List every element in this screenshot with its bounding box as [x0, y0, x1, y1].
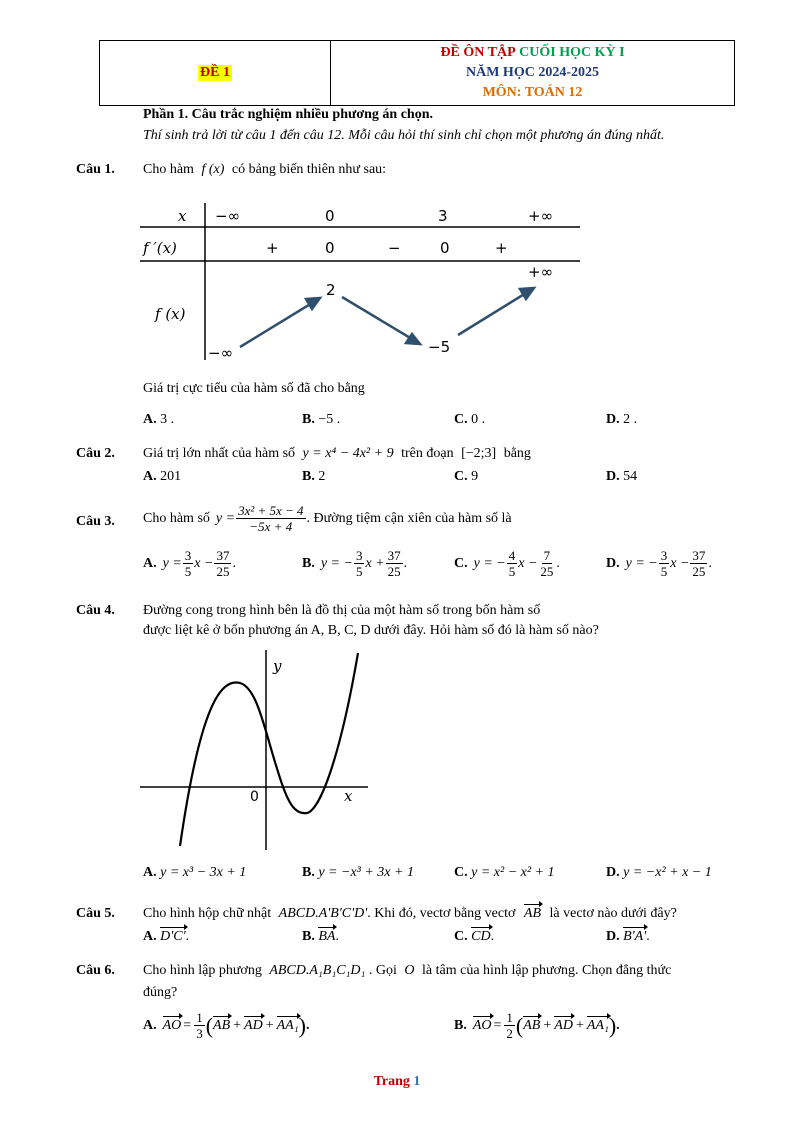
q5-option-a[interactable] [143, 929, 189, 945]
q5-label: Câu 5. [76, 906, 115, 921]
q4-option-b-key: B. [302, 865, 315, 880]
q3-option-d-d2: 25 [692, 564, 706, 579]
q2-expr: y = x⁴ − 4x² + 9 [302, 446, 394, 461]
q3-y-eq: y = [215, 510, 236, 526]
q6-option-a-key: A. [143, 1017, 157, 1033]
q6-option-a-num: 1 [196, 1010, 203, 1025]
q4-line1: Đường cong trong hình bên là đồ thị của một hàm số trong bốn hàm số [143, 603, 541, 618]
q3-option-d-mid: x − [670, 555, 690, 571]
q2-option-a-key: A. [143, 469, 157, 484]
f-val-0: −∞ [208, 344, 234, 362]
q4-option-b[interactable] [302, 865, 414, 881]
arrow-up-2 [458, 293, 526, 335]
q6-label: Câu 6. [76, 963, 115, 978]
q2-option-c-text: 9 [471, 469, 479, 484]
q6-option-a[interactable] [143, 1010, 309, 1041]
q3-option-c-d2: 25 [540, 564, 554, 579]
q5-option-d[interactable] [606, 929, 650, 945]
q4-option-c[interactable] [454, 865, 555, 881]
q5-text-a: Cho hình hộp chữ nhật [143, 906, 272, 921]
q6-option-b-eq: = [493, 1017, 502, 1033]
q5-option-a-end: . [185, 929, 190, 944]
arrow-down [342, 297, 412, 339]
q2-option-c-key: C. [454, 469, 468, 484]
q6-option-b-num: 1 [506, 1010, 513, 1025]
q3-option-a-mid: x − [194, 555, 214, 571]
curve [180, 653, 358, 846]
q6-option-b-den: 2 [506, 1026, 513, 1041]
f-val-1: 2 [326, 281, 336, 299]
q3-option-b-mid: x + [365, 555, 385, 571]
q3-option-b-pre: y = − [320, 555, 353, 571]
q6-option-a-v2: AD [244, 1017, 263, 1033]
q5-option-c-key: C. [454, 929, 468, 944]
q2-stem [143, 446, 531, 462]
q2-option-b[interactable] [302, 469, 325, 485]
exam-title [440, 43, 624, 63]
q6-option-b-v1: AB [523, 1017, 541, 1033]
f-label: f (x) [155, 305, 186, 323]
y-axis-label: y [273, 657, 282, 675]
q1-text-a: Cho hàm [143, 162, 194, 177]
q2-option-d-text: 54 [623, 469, 638, 484]
q5-option-a-vec: D'C' [160, 929, 186, 944]
q5-option-b-key: B. [302, 929, 315, 944]
q4-option-a-text: y = x³ − 3x + 1 [160, 865, 247, 880]
q1-stem [143, 162, 386, 178]
q3-option-b-d2: 25 [387, 564, 401, 579]
q5-option-d-end: . [646, 929, 650, 944]
q6-point: O [404, 963, 415, 978]
exam-title-part2: CUỐI HỌC KỲ I [519, 45, 625, 60]
q5-shape: ABCD.A'B'C'D' [278, 906, 368, 921]
q6-text-c: là tâm của hình lập phương. Chọn đẳng thức [422, 963, 672, 978]
q1-text-b: có bảng biến thiên như sau: [231, 162, 387, 177]
f-val-3: +∞ [528, 263, 554, 281]
q6-option-a-plus1: + [233, 1017, 242, 1033]
q1-option-b-key: B. [302, 412, 315, 427]
q3-text-b: . Đường tiệm cận xiên của hàm số là [306, 510, 512, 526]
q6-option-b-lparen: ( [515, 1012, 524, 1038]
q3-option-c-key: C. [454, 555, 468, 571]
q6-option-b-v2: AD [554, 1017, 573, 1033]
q3-option-c-mid: x − [518, 555, 538, 571]
x-axis-label: x [344, 787, 353, 805]
q6-option-a-eq: = [183, 1017, 192, 1033]
q6-option-a-lparen: ( [205, 1012, 214, 1038]
q6-option-a-plus2: + [265, 1017, 274, 1033]
q6-option-a-frac [194, 1010, 205, 1041]
part-title: Phần 1. Câu trắc nghiệm nhiều phương án chọn. [143, 107, 433, 122]
q3-option-d[interactable] [606, 548, 712, 579]
q3-option-c-frac2 [538, 548, 555, 579]
q3-option-b-n2: 37 [387, 548, 401, 563]
exam-code: ĐỀ 1 [200, 65, 230, 80]
q6-text-a: Cho hình lập phương [143, 963, 262, 978]
q3-option-d-pre: y = − [625, 555, 658, 571]
q2-option-b-key: B. [302, 469, 315, 484]
q4-option-d-key: D. [606, 865, 620, 880]
q2-text-c: bằng [503, 446, 531, 461]
q2-option-a[interactable] [143, 469, 181, 485]
q6-text-d: đúng? [143, 985, 178, 1000]
q1-func: f (x) [201, 162, 225, 177]
q6-option-a-end: . [305, 1017, 310, 1033]
exam-title-cell [331, 41, 734, 105]
q6-option-b-v3: AA₁ [586, 1017, 609, 1033]
q2-option-b-text: 2 [318, 469, 326, 484]
q3-option-c-n2: 7 [543, 548, 551, 563]
q3-label: Câu 3. [76, 514, 115, 529]
q2-option-d-key: D. [606, 469, 620, 484]
q3-option-d-frac2 [690, 548, 707, 579]
q3-option-b-end: . [403, 555, 408, 571]
q3-option-a-d2: 25 [216, 564, 230, 579]
q3-option-a[interactable] [143, 548, 236, 579]
q3-option-b-key: B. [302, 555, 315, 571]
q3-stem [143, 503, 512, 534]
q2-text-b: trên đoạn [401, 446, 454, 461]
q2-option-c[interactable] [454, 469, 478, 485]
q6-option-b-plus1: + [543, 1017, 552, 1033]
fp-sign-2: − [388, 239, 401, 257]
fp-sign-1: 0 [325, 239, 335, 257]
origin-label: 0 [250, 789, 259, 805]
cubic-graph [140, 648, 370, 853]
q3-option-b-d1: 5 [355, 564, 363, 579]
q5-option-c-vec: CD [471, 929, 491, 944]
q3-option-c-frac1 [507, 548, 518, 579]
q5-option-a-key: A. [143, 929, 157, 944]
q1-option-c[interactable] [454, 412, 485, 428]
q6-option-b-key: B. [454, 1017, 467, 1033]
q2-text-a: Giá trị lớn nhất của hàm số [143, 446, 296, 461]
q5-text-c: là vectơ nào dưới đây? [549, 906, 677, 921]
q6-option-a-den: 3 [196, 1026, 203, 1041]
q3-option-d-n1: 3 [660, 548, 668, 563]
q4-option-d-text: y = −x² + x − 1 [623, 865, 712, 880]
q5-option-b[interactable] [302, 929, 339, 945]
q6-option-a-rparen: ) [298, 1012, 306, 1038]
variation-table [140, 195, 580, 365]
q3-option-a-d1: 5 [184, 564, 192, 579]
q2-interval: [−2;3] [461, 446, 497, 461]
q4-option-b-text: y = −x³ + 3x + 1 [318, 865, 414, 880]
q6-option-b-lhs: AO [472, 1017, 492, 1033]
q2-label: Câu 2. [76, 446, 115, 461]
fp-sign-0: + [266, 239, 279, 257]
school-year: NĂM HỌC 2024-2025 [466, 65, 599, 80]
q6-option-a-v1: AB [213, 1017, 231, 1033]
q3-denominator: −5x + 4 [249, 519, 293, 534]
q5-option-b-end: . [335, 929, 339, 944]
q3-fraction [236, 503, 305, 534]
q3-option-b[interactable] [302, 548, 407, 579]
q2-option-d[interactable] [606, 469, 637, 485]
q6-option-b[interactable] [454, 1010, 620, 1041]
q5-option-d-vec: B'A' [623, 929, 647, 944]
q3-option-d-d1: 5 [660, 564, 668, 579]
q3-option-b-frac2 [386, 548, 403, 579]
q4-label: Câu 4. [76, 603, 115, 618]
q1-option-a[interactable] [143, 412, 174, 428]
q3-text-a: Cho hàm số [143, 510, 210, 526]
fp-sign-4: + [495, 239, 508, 257]
arrow-up-1-head [306, 298, 320, 309]
q1-label: Câu 1. [76, 162, 115, 177]
part-instruction: Thí sinh trả lời từ câu 1 đến câu 12. Mỗi câu hỏi thí sinh chỉ chọn một phương án đúng nhất. [143, 128, 665, 143]
q5-option-c[interactable] [454, 929, 494, 945]
q6-option-b-frac [504, 1010, 515, 1041]
q3-option-a-n1: 3 [184, 548, 192, 563]
q2-option-a-text: 201 [160, 469, 182, 484]
page-footer [0, 1074, 794, 1090]
q3-option-d-n2: 37 [692, 548, 706, 563]
f-val-2: −5 [428, 338, 451, 356]
q3-option-c-d1: 5 [508, 564, 516, 579]
q5-stem [143, 906, 677, 922]
q1-option-a-key: A. [143, 412, 157, 427]
q3-option-a-pre: y = [162, 555, 182, 571]
q6-text-b: . Gọi [368, 963, 397, 978]
q3-option-a-frac2 [214, 548, 231, 579]
x-val-3: +∞ [528, 207, 554, 225]
q3-option-a-end: . [232, 555, 236, 571]
arrow-up-1 [240, 303, 312, 347]
q3-option-b-n1: 3 [355, 548, 363, 563]
q3-option-c[interactable] [454, 548, 560, 579]
q3-option-c-end: . [556, 555, 560, 571]
exam-title-part1: ĐỀ ÔN TẬP [440, 45, 516, 60]
q3-option-a-n2: 37 [216, 548, 230, 563]
q3-option-d-key: D. [606, 555, 620, 571]
arrow-up-2-head [520, 288, 534, 299]
q6-option-b-end: . [616, 1017, 620, 1033]
q6-option-a-lhs: AO [162, 1017, 182, 1033]
x-val-2: 3 [438, 207, 448, 225]
page-number: 1 [413, 1074, 421, 1089]
q4-option-c-text: y = x² − x² + 1 [471, 865, 555, 880]
q1-option-d[interactable] [606, 412, 637, 428]
q3-option-c-n1: 4 [508, 548, 516, 563]
q1-option-c-text: 0 . [471, 412, 486, 427]
q5-option-b-vec: BA [318, 929, 336, 944]
q6-option-b-rparen: ) [608, 1012, 617, 1038]
q3-option-d-end: . [708, 555, 712, 571]
q6-option-a-v3: AA₁ [276, 1017, 299, 1033]
footer-word: Trang [373, 1074, 410, 1089]
x-label: x [178, 207, 187, 225]
subject: MÔN: TOÁN 12 [482, 85, 583, 100]
q4-option-c-key: C. [454, 865, 468, 880]
q1-option-c-key: C. [454, 412, 468, 427]
q1-option-d-text: 2 . [623, 412, 638, 427]
q6-shape: ABCD.A₁B₁C₁D₁ [269, 963, 366, 978]
q4-option-d[interactable] [606, 865, 712, 881]
fp-sign-3: 0 [440, 239, 450, 257]
q4-option-a-key: A. [143, 865, 157, 880]
exam-code-cell [100, 41, 331, 105]
q3-option-b-frac1 [354, 548, 365, 579]
exam-header [99, 40, 735, 106]
q1-prompt: Giá trị cực tiểu của hàm số đã cho bằng [143, 381, 365, 396]
q6-stem [143, 963, 671, 979]
q1-option-d-key: D. [606, 412, 620, 427]
q1-option-b[interactable] [302, 412, 340, 428]
x-val-1: 0 [325, 207, 335, 225]
q5-text-b: . Khi đó, vectơ bằng vectơ [367, 906, 516, 921]
q5-option-c-end: . [490, 929, 495, 944]
q4-line2: được liệt kê ở bốn phương án A, B, C, D dưới đây. Hỏi hàm số đó là hàm số nào? [143, 623, 599, 638]
q5-option-d-key: D. [606, 929, 620, 944]
q3-option-d-frac1 [659, 548, 670, 579]
x-val-0: −∞ [215, 207, 241, 225]
q4-option-a[interactable] [143, 865, 246, 881]
fp-label: f ′(x) [143, 239, 177, 257]
q1-option-a-text: 3 . [160, 412, 175, 427]
q6-option-b-plus2: + [575, 1017, 584, 1033]
q3-option-c-pre: y = − [473, 555, 506, 571]
q1-option-b-text: −5 . [318, 412, 341, 427]
q3-option-a-frac1 [183, 548, 194, 579]
q3-numerator: 3x² + 5x − 4 [238, 503, 304, 518]
q5-vector: AB [523, 906, 541, 921]
q3-option-a-key: A. [143, 555, 157, 571]
